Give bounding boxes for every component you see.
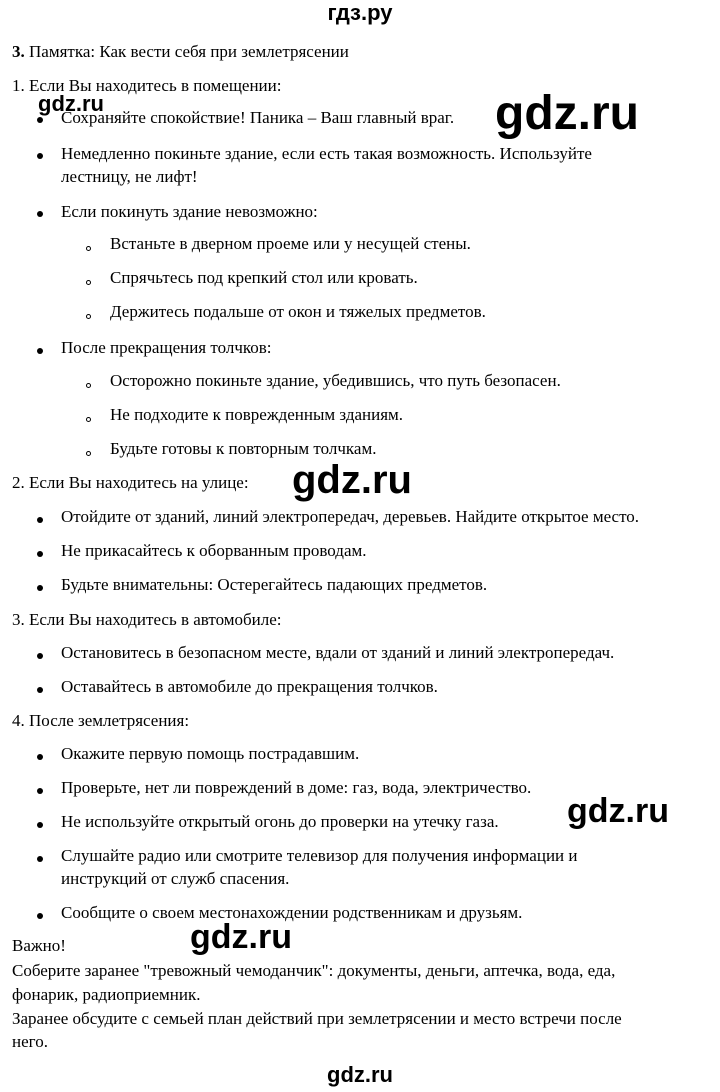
site-header: гдз.ру [327, 0, 393, 25]
watermark: gdz.ru [190, 918, 292, 956]
bullet-icon [37, 153, 43, 159]
list-item: Если покинуть здание невозможно: [61, 202, 318, 221]
list-item: Отойдите от зданий, линий электропередач, деревьев. Найдите открытое место. [61, 507, 640, 526]
bullet-icon [37, 856, 43, 862]
bullet-icon [37, 822, 43, 828]
bullet-icon [37, 687, 43, 693]
task-title-text: Памятка: Как вести себя при землетрясении [29, 42, 349, 61]
list-item-continuation: лестницу, не лифт! [61, 167, 198, 186]
sub-bullet-icon [86, 246, 91, 251]
important-line: Соберите заранее "тревожный чемоданчик": документы, деньги, аптечка, вода, еда, [12, 961, 616, 980]
bullet-icon [37, 788, 43, 794]
sub-bullet-icon [86, 451, 91, 456]
list-item: Остановитесь в безопасном месте, вдали от зданий и линий электропередач. [61, 643, 615, 662]
section-heading-4: 4. После землетрясения: [12, 711, 190, 730]
list-item-continuation: инструкций от служб спасения. [61, 869, 290, 888]
section-heading-1: 1. Если Вы находитесь в помещении: [12, 76, 282, 95]
list-item: Проверьте, нет ли повреждений в доме: газ, вода, электричество. [61, 778, 532, 797]
bullet-icon [37, 348, 43, 354]
important-line: Заранее обсудите с семьей план действий при землетрясении и место встречи после [12, 1009, 622, 1028]
important-label: Важно! [12, 936, 66, 955]
list-item: Слушайте радио или смотрите телевизор для получения информации и [61, 846, 578, 865]
bullet-icon [37, 754, 43, 760]
task-number: 3. [12, 42, 25, 61]
site-footer: gdz.ru [327, 1062, 393, 1087]
bullet-icon [37, 653, 43, 659]
sub-bullet-icon [86, 280, 91, 285]
list-item: Немедленно покиньте здание, если есть такая возможность. Используйте [61, 144, 592, 163]
sub-list-item: Спрячьтесь под крепкий стол или кровать. [110, 268, 418, 287]
sub-bullet-icon [86, 314, 91, 319]
list-item: Оставайтесь в автомобиле до прекращения толчков. [61, 677, 438, 696]
bullet-icon [37, 517, 43, 523]
bullet-icon [37, 211, 43, 217]
list-item: Окажите первую помощь пострадавшим. [61, 744, 360, 763]
bullet-icon [37, 585, 43, 591]
sub-list-item: Не подходите к поврежденным зданиям. [110, 405, 404, 424]
watermark: gdz.ru [567, 792, 669, 830]
bullet-icon [37, 551, 43, 557]
section-heading-3: 3. Если Вы находитесь в автомобиле: [12, 610, 282, 629]
important-line: фонарик, радиоприемник. [12, 985, 201, 1004]
section-heading-2: 2. Если Вы находитесь на улице: [12, 473, 249, 492]
watermark: gdz.ru [495, 87, 639, 140]
list-item: После прекращения толчков: [61, 338, 272, 357]
task-title [12, 41, 349, 63]
sub-list-item: Будьте готовы к повторным толчкам. [110, 439, 377, 458]
sub-list-item: Держитесь подальше от окон и тяжелых предметов. [110, 302, 486, 321]
sub-bullet-icon [86, 383, 91, 388]
sub-bullet-icon [86, 417, 91, 422]
list-item: Не прикасайтесь к оборванным проводам. [61, 541, 367, 560]
watermark: gdz.ru [292, 458, 412, 502]
list-item: Сохраняйте спокойствие! Паника – Ваш главный враг. [61, 108, 455, 127]
list-item: Сообщите о своем местонахождении родственникам и друзьям. [61, 903, 523, 922]
list-item: Не используйте открытый огонь до проверки на утечку газа. [61, 812, 499, 831]
watermark: gdz.ru [38, 91, 104, 116]
list-item: Будьте внимательны: Остерегайтесь падающих предметов. [61, 575, 488, 594]
sub-list-item: Осторожно покиньте здание, убедившись, что путь безопасен. [110, 371, 561, 390]
important-line: него. [12, 1032, 48, 1051]
bullet-icon [37, 913, 43, 919]
sub-list-item: Встаньте в дверном проеме или у несущей стены. [110, 234, 471, 253]
bullet-icon [37, 117, 43, 123]
